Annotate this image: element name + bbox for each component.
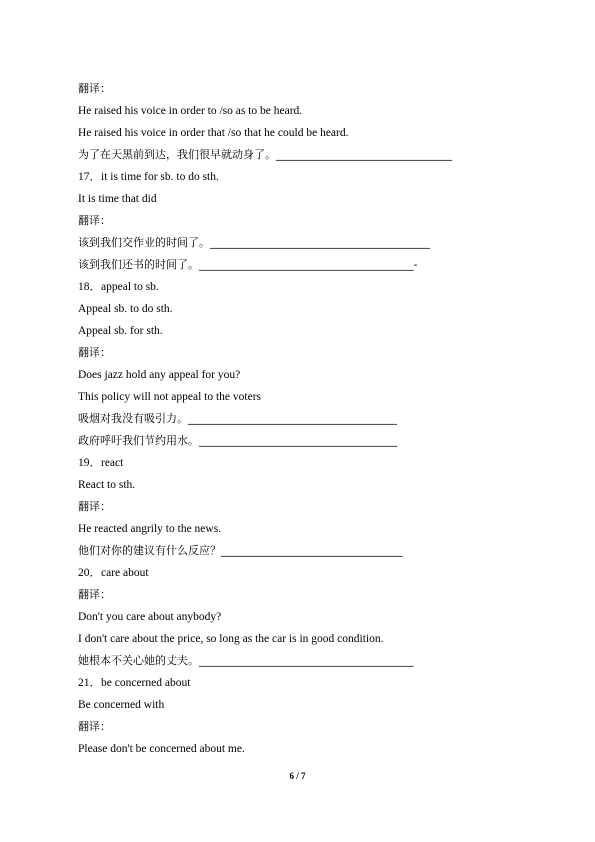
text-line: 18．appeal to sb. <box>78 281 159 293</box>
text-line: 该到我们交作业的时间了。________________________________________ <box>78 236 430 249</box>
text-line: Be concerned with <box>78 699 165 711</box>
text-line: Appeal sb. for sth. <box>78 325 163 337</box>
text-line: 21．be concerned about <box>78 677 191 689</box>
text-line: 该到我们还书的时间了。_______________________________________- <box>78 258 418 271</box>
text-line: 翻译： <box>78 214 111 227</box>
text-line: He raised his voice in order that /so that he could be heard. <box>78 127 349 139</box>
text-line: 翻译： <box>78 588 111 601</box>
text-line: 翻译： <box>78 82 111 95</box>
text-line: 翻译： <box>78 720 111 733</box>
text-line: React to sth. <box>78 479 136 491</box>
text-line: 她根本不关心她的丈夫。_______________________________________ <box>78 654 414 667</box>
text-line: 翻译： <box>78 346 111 359</box>
text-line: Please don't be concerned about me. <box>78 743 245 755</box>
text-line: He raised his voice in order to /so as to be heard. <box>78 105 303 117</box>
text-line: Does jazz hold any appeal for you? <box>78 369 241 381</box>
text-line: 吸烟对我没有吸引力。______________________________________ <box>78 412 397 425</box>
text-line: This policy will not appeal to the voters <box>78 391 262 403</box>
text-line: It is time that did <box>78 193 157 205</box>
text-line: 17．it is time for sb. to do sth. <box>78 171 219 183</box>
text-line: 19．react <box>78 457 124 469</box>
page-number: 6 / 7 <box>289 771 306 781</box>
text-line: He reacted angrily to the news. <box>78 523 222 535</box>
text-line: I don't care about the price, so long as the car is in good condition. <box>78 633 384 645</box>
text-line: 20．care about <box>78 567 149 579</box>
text-line: 他们对你的建议有什么反应？_________________________________ <box>78 544 403 557</box>
text-line: 翻译： <box>78 500 111 513</box>
document-body <box>78 78 538 760</box>
text-line: Appeal sb. to do sth. <box>78 303 173 315</box>
text-line: 为了在天黑前到达，我们很早就动身了。________________________________ <box>78 148 452 161</box>
text-line: 政府呼吁我们节约用水。____________________________________ <box>78 434 397 447</box>
text-line: Don't you care about anybody? <box>78 611 222 623</box>
